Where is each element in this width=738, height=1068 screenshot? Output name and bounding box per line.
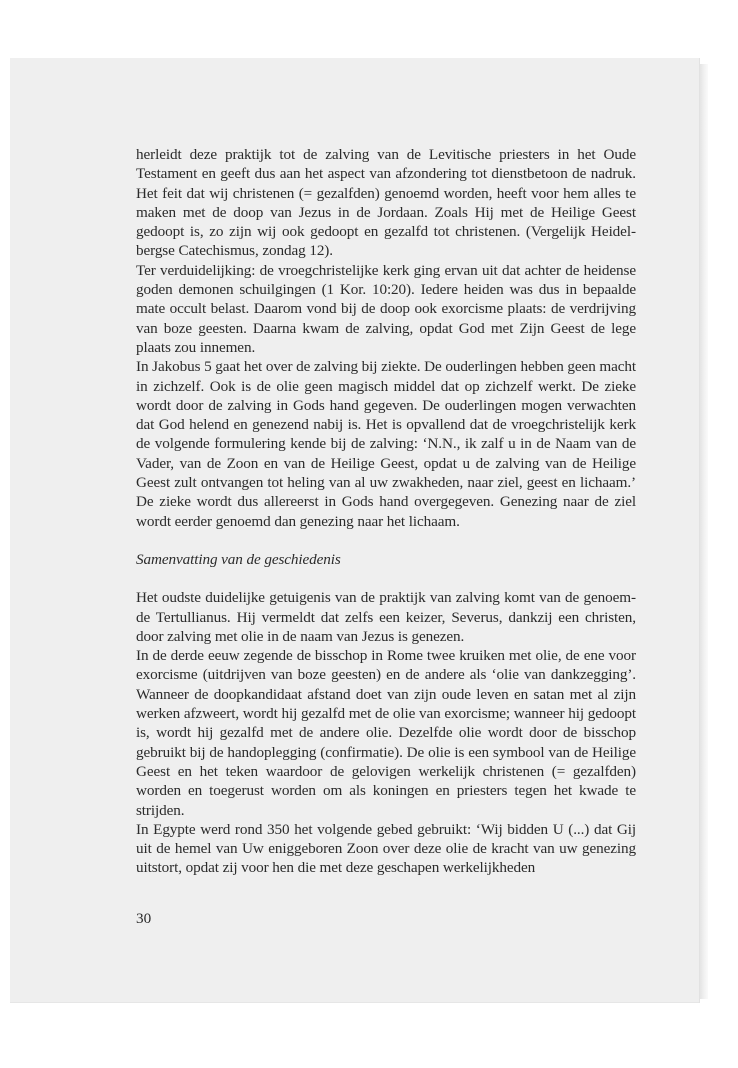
paragraph-zalving-levitische: herleidt deze praktijk tot de zalving van de Levitische priesters in het Oude Testament en geeft dus aan het aspect van afzondering tot dienstbetoon de nadruk. Het feit dat wij christenen (= gezalfden) genoemd worden, heeft voor hem alles te maken met de doop van Jezus in de Jordaan. Zoals Hij met de Heilige Geest gedoopt is, zo zijn wij ook gedoopt en gezalfd tot christenen. (Vergelijk Heidelbergse Catechismus, zondag 12). <box>136 146 636 260</box>
page-number: 30 <box>136 910 152 927</box>
page-text <box>136 145 636 878</box>
paragraph-verduidelijking: Ter verduidelijking: de vroegchristelijke kerk ging ervan uit dat achter de heidense goden demonen schuilgingen (1 Kor. 10:20). Iedere heiden was dus in bepaalde mate occult belast. Daarom vond bij de doop ook exorcisme plaats: de verdrijving van boze geesten. Daarna kwam de zalving, opdat God met Zijn Geest de lege plaats zou innemen. <box>136 261 636 356</box>
page-edge-shadow <box>700 64 708 999</box>
paragraph-jakobus: In Jakobus 5 gaat het over de zalving bij ziekte. De ouderlingen hebben geen macht in zichzelf. Ook is de olie geen magisch middel dat op zichzelf werkt. De zieke wordt door de zalving in Gods hand gegeven. De ouderlingen mogen verwachten dat God helend en genezend nabij is. Het is opvallend dat de vroegchristelijk kerk de volgende formulering kende bij de zalving: ‘N.N., ik zalf u in de Naam van de Vader, van de Zoon en van de Heilige Geest, opdat u de zalving van de Heilige Geest zult ontvangen tot heling van al uw zwakheden, naar ziel, geest en lichaam.’ De zieke wordt dus allereerst in Gods hand overgegeven. Genezing naar de ziel wordt eerder genoemd dan genezing naar het lichaam. <box>136 358 636 530</box>
paragraph-tertullianus: Het oudste duidelijke getuigenis van de praktijk van zalving komt van de genoemde Tertullianus. Hij vermeldt dat zelfs een keizer, Severus, dankzij een christen, door zalving met olie in de naam van Jezus is genezen. <box>136 589 636 645</box>
paragraph-egypte: In Egypte werd rond 350 het volgende gebed gebruikt: ‘Wij bidden U (...) dat Gij uit de hemel van Uw eniggeboren Zoon over deze olie de kracht van uw genezing uitstort, opdat zij voor hen die met deze geschapen werkelijkheden <box>136 820 636 877</box>
paragraph-derde-eeuw: In de derde eeuw zegende de bisschop in Rome twee kruiken met olie, de ene voor exorcisme (uitdrijven van boze geesten) en de andere als ‘olie van dankzegging’. Wanneer de doopkandidaat afstand doet van zijn oude leven en satan met al zijn werken afzweert, wordt hij gezalfd met de olie van exorcisme; wanneer hij gedoopt is, wordt hij gezalfd met de andere olie. Dezelfde olie wordt door de bisschop gebruikt bij de handoplegging (confirmatie). De olie is een symbool van de Heilige Geest en het teken waardoor de gelovigen werkelijk christenen (= gezalfden) worden en toegerust worden om als koningen en priesters tegen het kwade te strijden. <box>136 647 636 819</box>
section-heading: Samenvatting van de geschiedenis <box>136 550 341 568</box>
